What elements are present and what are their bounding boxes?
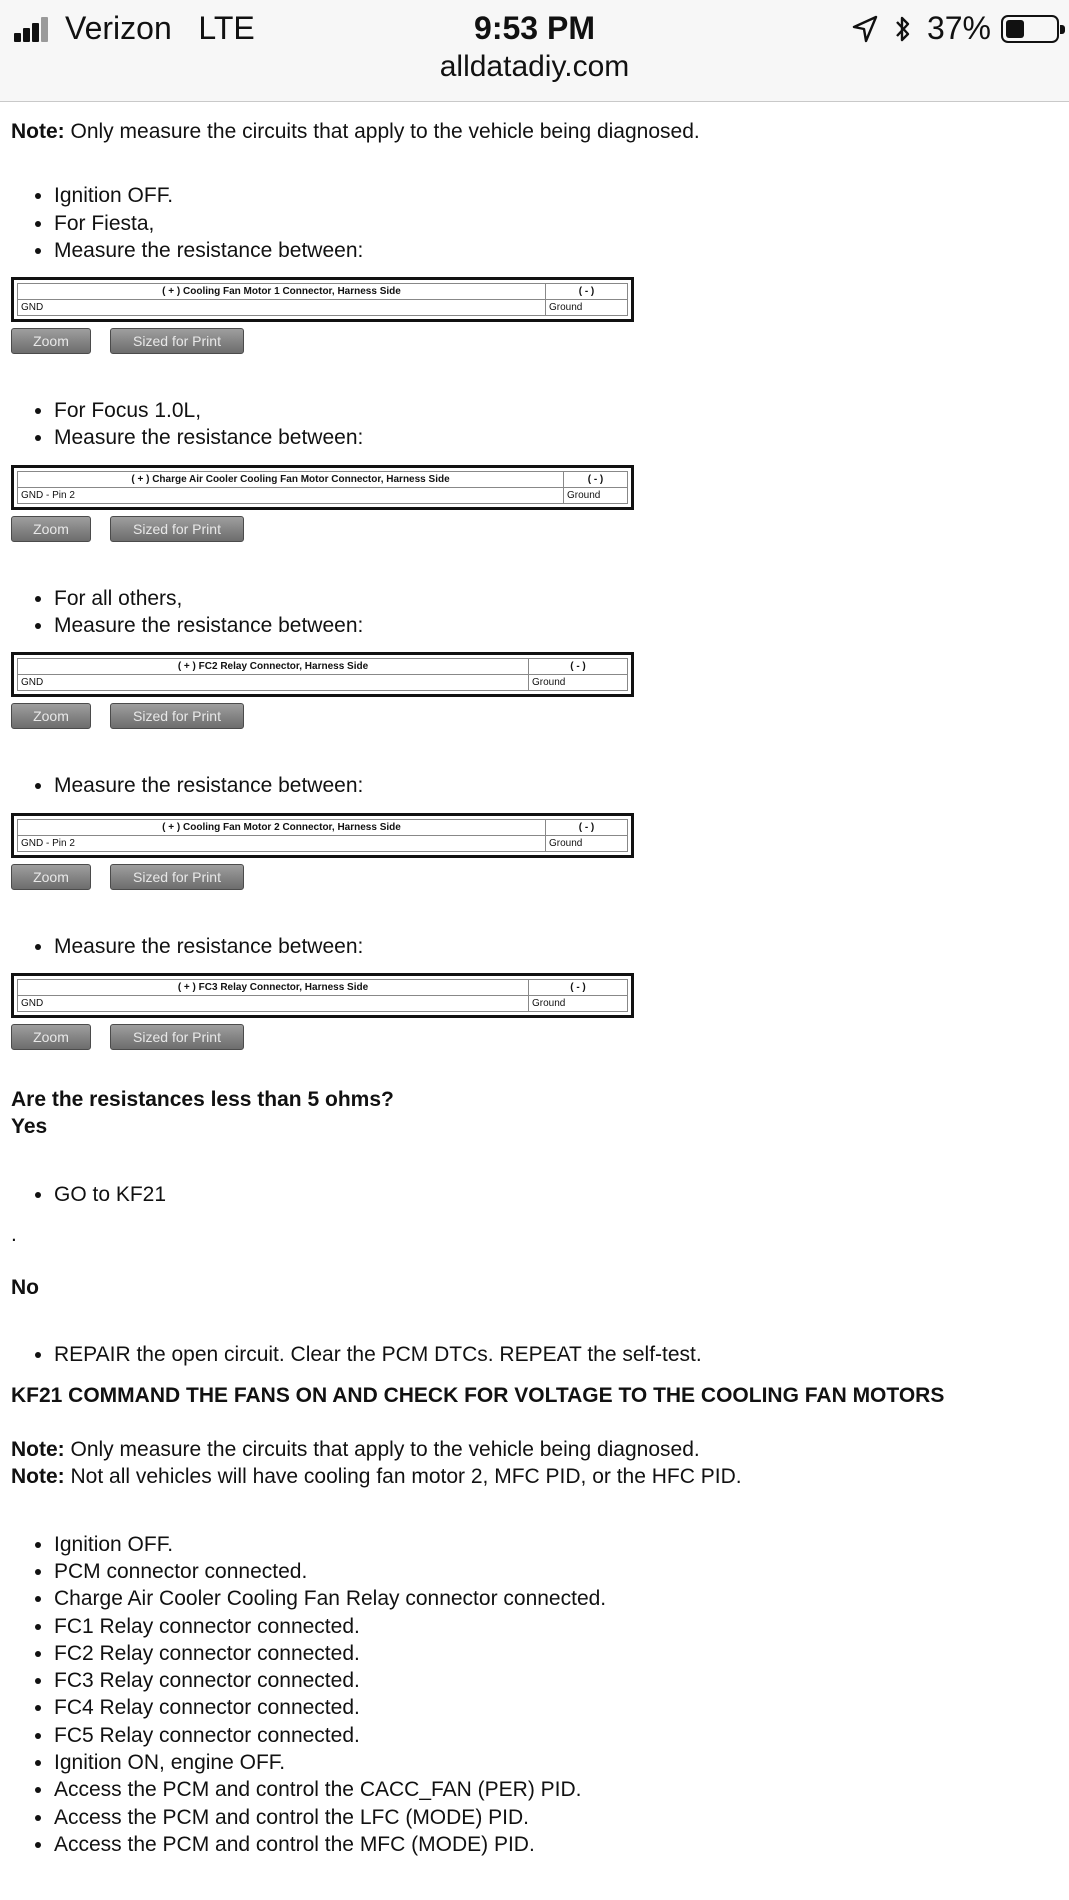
negative-value: Ground	[546, 835, 628, 851]
list-item: • For Fiesta,	[54, 210, 1061, 237]
status-time: 9:53 PM	[474, 10, 595, 46]
browser-header	[0, 0, 1069, 102]
no-list	[11, 1341, 1061, 1368]
sized-for-print-button[interactable]: Sized for Print	[110, 703, 244, 729]
article-content	[11, 102, 1061, 1858]
positive-header: ( + ) FC2 Relay Connector, Harness Side	[18, 659, 529, 675]
connector-table-fc3-relay	[11, 973, 634, 1018]
connector-table-fan-motor-2	[11, 813, 634, 858]
negative-header: ( - )	[546, 284, 628, 300]
list-item: • PCM connector connected.	[54, 1558, 1061, 1585]
negative-header: ( - )	[546, 819, 628, 835]
sized-for-print-button[interactable]: Sized for Print	[110, 1024, 244, 1050]
step-list-6	[11, 1531, 1061, 1859]
list-item: • For all others,	[54, 585, 1061, 612]
step-list-1	[11, 182, 1061, 264]
table-actions	[11, 864, 1061, 890]
status-bar	[0, 6, 1069, 50]
positive-header: ( + ) Cooling Fan Motor 1 Connector, Harness Side	[18, 284, 546, 300]
connector-table-fc2-relay	[11, 652, 634, 697]
sized-for-print-button[interactable]: Sized for Print	[110, 328, 244, 354]
list-item: • For Focus 1.0L,	[54, 397, 1061, 424]
separator-dot: .	[11, 1222, 17, 1246]
battery-percent: 37%	[926, 10, 991, 46]
list-item: • FC3 Relay connector connected.	[54, 1667, 1061, 1694]
network-type: LTE	[198, 10, 255, 46]
yes-list	[11, 1181, 1061, 1208]
table-actions	[11, 328, 1061, 354]
table-actions	[11, 516, 1061, 542]
positive-header: ( + ) Cooling Fan Motor 2 Connector, Harness Side	[18, 819, 546, 835]
step-list-2	[11, 397, 1061, 452]
note-paragraph: Note: Only measure the circuits that apply to the vehicle being diagnosed.	[11, 120, 700, 143]
positive-value: GND - Pin 2	[18, 487, 564, 503]
step-list-3	[11, 585, 1061, 640]
positive-header: ( + ) Charge Air Cooler Cooling Fan Motor Connector, Harness Side	[18, 471, 564, 487]
list-item: • Measure the resistance between:	[54, 424, 1061, 451]
zoom-button[interactable]: Zoom	[11, 516, 91, 542]
address-bar-url[interactable]: alldatadiy.com	[439, 50, 630, 83]
step-list-5	[11, 933, 1061, 960]
connector-table-charge-air-cooler	[11, 465, 634, 510]
negative-value: Ground	[529, 675, 628, 691]
list-item: • Access the PCM and control the MFC (MODE) PID.	[54, 1831, 1061, 1858]
zoom-button[interactable]: Zoom	[11, 703, 91, 729]
list-item: • Charge Air Cooler Cooling Fan Relay connector connected.	[54, 1585, 1061, 1612]
answer-yes-heading: Yes	[11, 1115, 48, 1139]
battery-icon	[1001, 15, 1059, 43]
list-item: • Ignition ON, engine OFF.	[54, 1749, 1061, 1776]
list-item: • Measure the resistance between:	[54, 237, 1061, 264]
list-item: • REPAIR the open circuit. Clear the PCM DTCs. REPEAT the self-test.	[54, 1341, 1061, 1368]
negative-header: ( - )	[529, 659, 628, 675]
table-actions	[11, 1024, 1061, 1050]
location-arrow-icon	[851, 14, 879, 44]
list-item: • Measure the resistance between:	[54, 933, 1061, 960]
sized-for-print-button[interactable]: Sized for Print	[110, 864, 244, 890]
positive-value: GND	[18, 995, 529, 1011]
positive-value: GND - Pin 2	[18, 835, 546, 851]
list-item: • Ignition OFF.	[54, 182, 1061, 209]
note-paragraph: Note: Not all vehicles will have cooling fan motor 2, MFC PID, or the HFC PID.	[11, 1465, 742, 1489]
question-heading: Are the resistances less than 5 ohms?	[11, 1087, 394, 1111]
zoom-button[interactable]: Zoom	[11, 864, 91, 890]
status-right	[851, 10, 1059, 47]
positive-header: ( + ) FC3 Relay Connector, Harness Side	[18, 979, 529, 995]
bluetooth-icon	[889, 14, 917, 44]
list-item: • Measure the resistance between:	[54, 612, 1061, 639]
list-item: • Measure the resistance between:	[54, 772, 1061, 799]
list-item: • Access the PCM and control the LFC (MODE) PID.	[54, 1804, 1061, 1831]
list-item: • FC2 Relay connector connected.	[54, 1640, 1061, 1667]
list-item: • FC1 Relay connector connected.	[54, 1613, 1061, 1640]
zoom-button[interactable]: Zoom	[11, 1024, 91, 1050]
list-item: • FC5 Relay connector connected.	[54, 1722, 1061, 1749]
negative-header: ( - )	[529, 979, 628, 995]
step-list-4	[11, 772, 1061, 799]
table-actions	[11, 703, 1061, 729]
positive-value: GND	[18, 300, 546, 316]
negative-value: Ground	[564, 487, 628, 503]
note-paragraph: Note: Only measure the circuits that apply to the vehicle being diagnosed.	[11, 1438, 700, 1462]
connector-table-fan-motor-1	[11, 277, 634, 322]
list-item: • GO to KF21	[54, 1181, 1061, 1208]
list-item: • FC4 Relay connector connected.	[54, 1694, 1061, 1721]
positive-value: GND	[18, 675, 529, 691]
answer-no-heading: No	[11, 1276, 39, 1300]
sized-for-print-button[interactable]: Sized for Print	[110, 516, 244, 542]
negative-header: ( - )	[564, 471, 628, 487]
carrier-label: Verizon LTE	[65, 10, 255, 46]
negative-value: Ground	[529, 995, 628, 1011]
section-title: KF21 COMMAND THE FANS ON AND CHECK FOR VOLTAGE TO THE COOLING FAN MOTORS	[11, 1383, 945, 1407]
list-item: • Ignition OFF.	[54, 1531, 1061, 1558]
negative-value: Ground	[546, 300, 628, 316]
list-item: • Access the PCM and control the CACC_FAN (PER) PID.	[54, 1776, 1061, 1803]
zoom-button[interactable]: Zoom	[11, 328, 91, 354]
